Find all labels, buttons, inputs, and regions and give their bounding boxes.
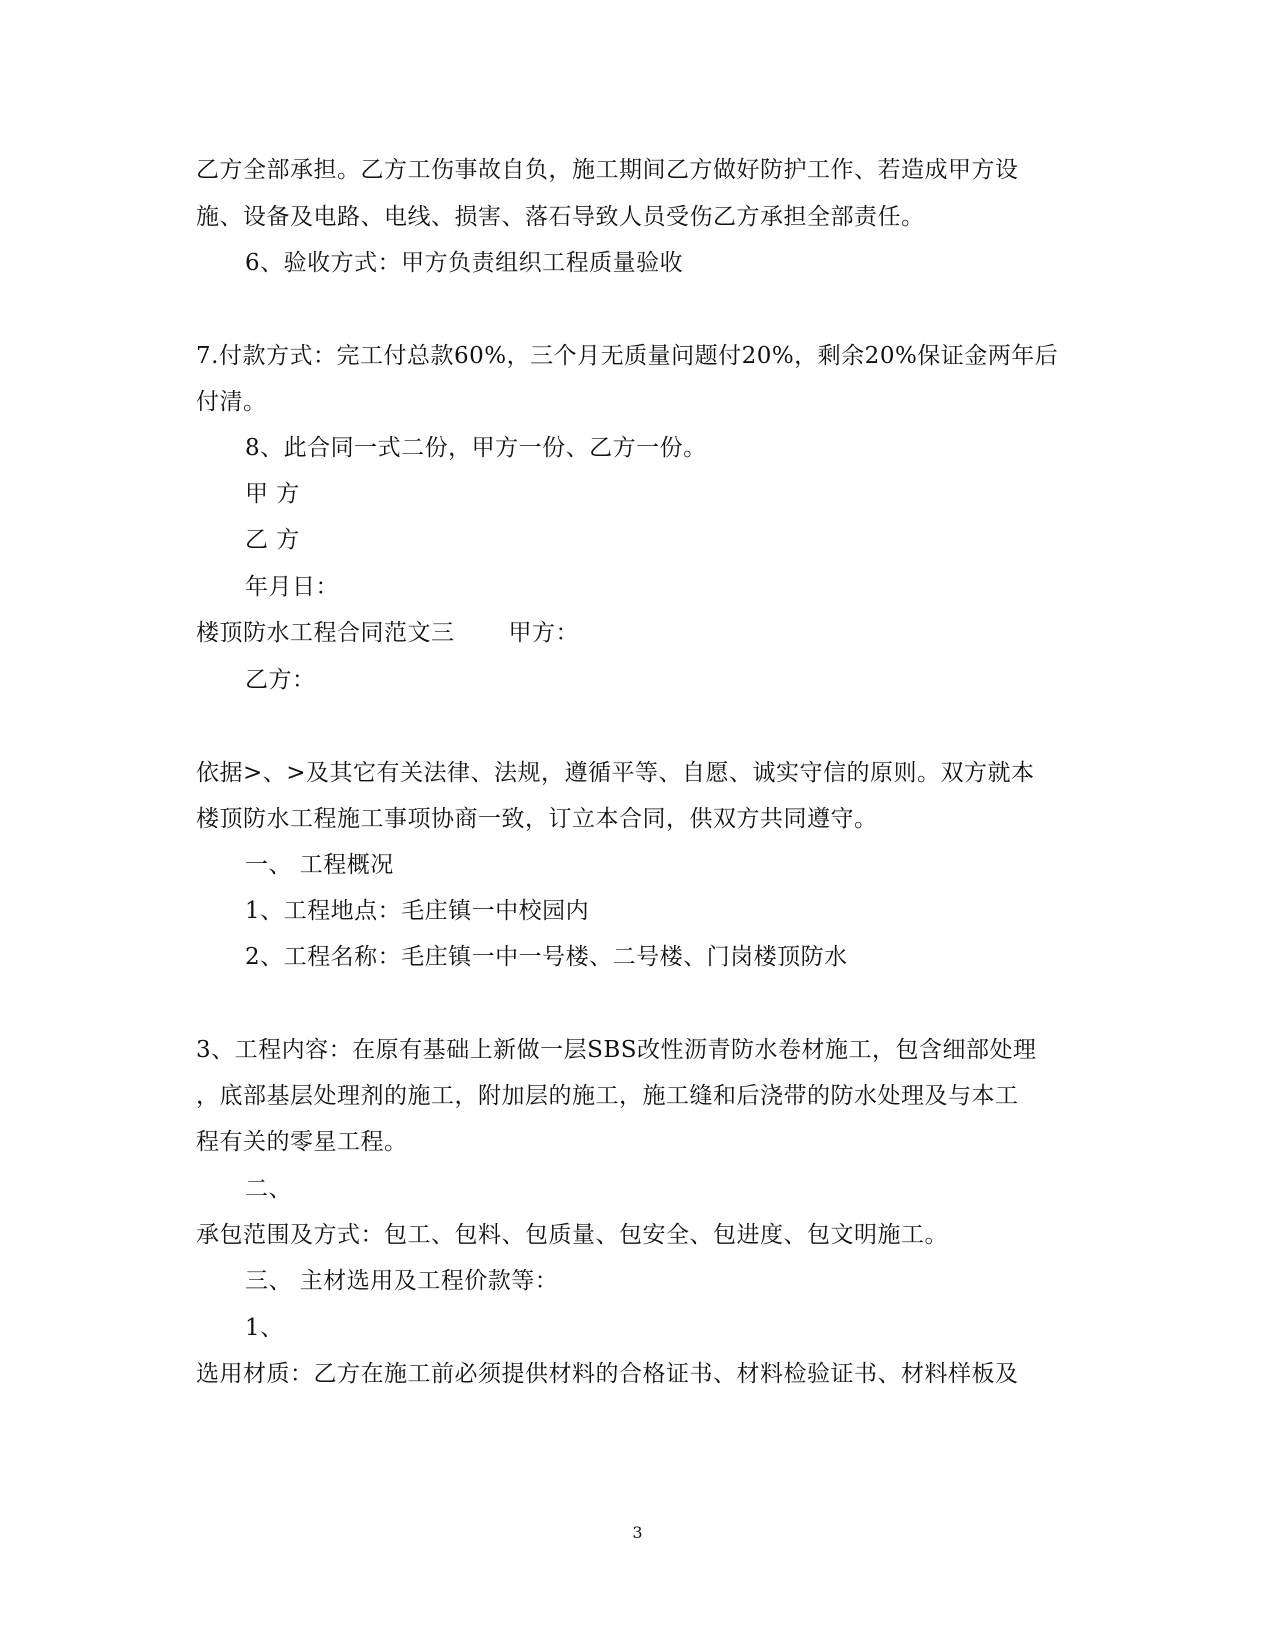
list-marker: 1、 xyxy=(245,1315,284,1341)
page-number: 3 xyxy=(632,1523,643,1542)
text-line: 7.付款方式：完工付总款60%，三个月无质量问题付20%，剩余20%保证金两年后 xyxy=(196,343,1059,369)
section-heading: 一、 工程概况 xyxy=(245,852,394,878)
text-line: 6、验收方式：甲方负责组织工程质量验收 xyxy=(245,250,684,276)
contract-title: 楼顶防水工程合同范文三 xyxy=(196,620,455,646)
section-heading: 二、 xyxy=(245,1176,292,1202)
party-b-label: 乙方： xyxy=(245,667,316,693)
text-line: 楼顶防水工程施工事项协商一致，订立本合同，供双方共同遵守。 xyxy=(196,806,878,832)
section-heading-line xyxy=(196,618,579,648)
text-line: 乙方全部承担。乙方工伤事故自负，施工期间乙方做好防护工作、若造成甲方设 xyxy=(196,157,1019,183)
text-line: 2、工程名称：毛庄镇一中一号楼、二号楼、门岗楼顶防水 xyxy=(245,944,848,970)
text-line: 施、设备及电路、电线、损害、落石导致人员受伤乙方承担全部责任。 xyxy=(196,204,925,230)
signature-date: 年月日： xyxy=(245,574,339,600)
signature-party-b: 乙 方 xyxy=(245,527,300,553)
section-heading: 三、 主材选用及工程价款等： xyxy=(245,1268,559,1294)
text-line: 程有关的零星工程。 xyxy=(196,1129,408,1155)
text-line: 1、工程地点：毛庄镇一中校园内 xyxy=(245,898,590,924)
text-line: 3、工程内容：在原有基础上新做一层SBS改性沥青防水卷材施工，包含细部处理 xyxy=(196,1037,1037,1063)
signature-party-a: 甲 方 xyxy=(245,481,300,507)
text-line: 8、此合同一式二份，甲方一份、乙方一份。 xyxy=(245,435,707,461)
text-line: 选用材质：乙方在施工前必须提供材料的合格证书、材料检验证书、材料样板及 xyxy=(196,1361,1019,1387)
text-line: 依据>、>及其它有关法律、法规，遵循平等、自愿、诚实守信的原则。双方就本 xyxy=(196,760,1035,786)
text-line: 付清。 xyxy=(196,389,267,415)
text-line: 承包范围及方式：包工、包料、包质量、包安全、包进度、包文明施工。 xyxy=(196,1222,948,1248)
party-a-label: 甲方： xyxy=(508,620,579,646)
text-line: ，底部基层处理剂的施工，附加层的施工，施工缝和后浇带的防水处理及与本工 xyxy=(196,1083,1019,1109)
